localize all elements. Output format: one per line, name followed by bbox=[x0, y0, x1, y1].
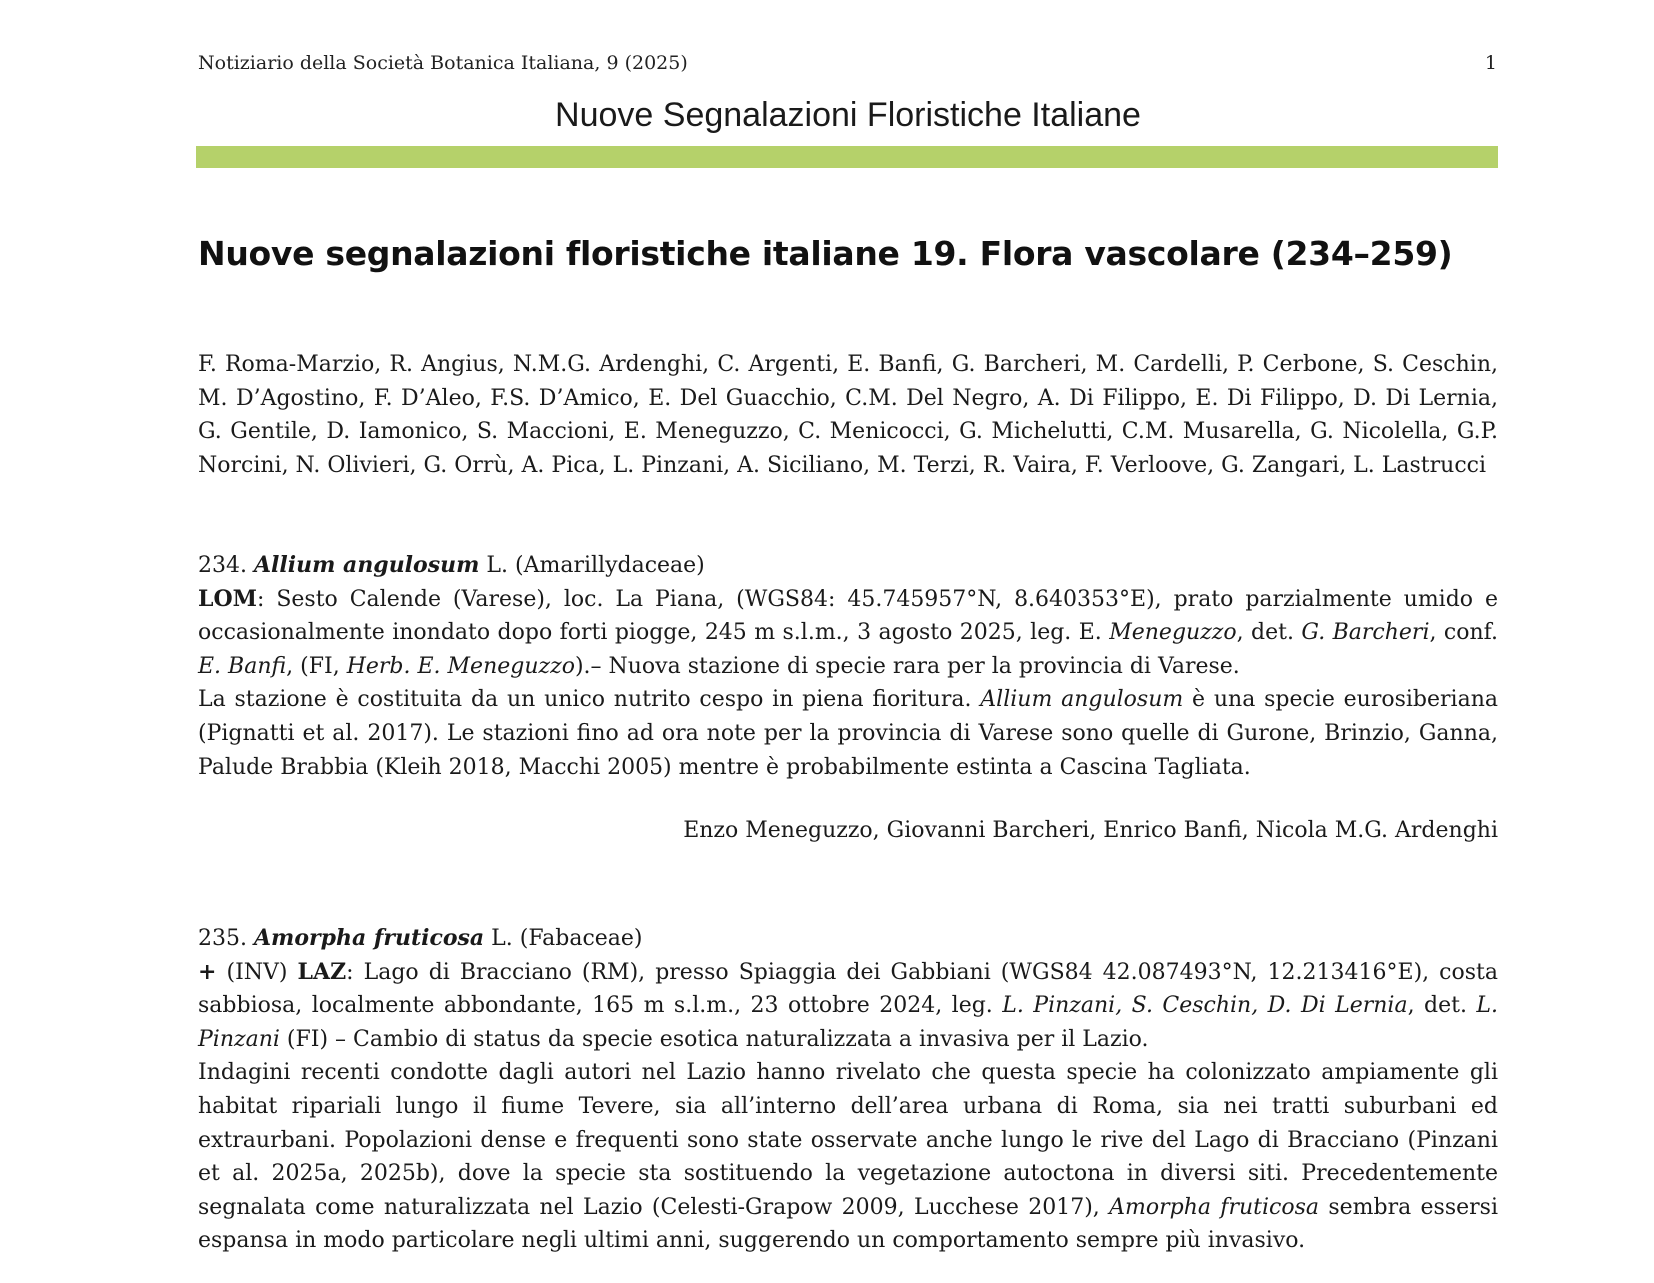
species-family: (Amarillydaceae) bbox=[515, 553, 705, 578]
species-authority: L. bbox=[486, 553, 508, 578]
entry-number: 234. bbox=[198, 553, 247, 578]
article-title: Nuove segnalazioni floristiche italiane 19. Flora vascolare (234–259) bbox=[198, 234, 1453, 273]
species-name: Amorpha fruticosa bbox=[253, 925, 485, 951]
species-authority: L. bbox=[491, 926, 513, 951]
species-family: (Fabaceae) bbox=[519, 926, 643, 951]
entry-235 bbox=[198, 922, 1498, 1258]
record-paragraph: + (INV) LAZ: Lago di Bracciano (RM), presso Spiaggia dei Gabbiani (WGS84 42.087493°N, 12.213416°E), costa sabbiosa, localmente abbondante, 165 m s.l.m., 23 ottobre 2024, leg. L. Pinzani, S. Ceschin, D. Di Lernia, det. L. Pinzani (FI) – Cambio di status da specie esotica naturalizzata a invasiva per il Lazio. bbox=[198, 958, 1498, 1052]
record-paragraph: LOM: Sesto Calende (Varese), loc. La Piana, (WGS84: 45.745957°N, 8.640353°E), prato parzialmente umido e occasionalmente inondato dopo forti piogge, 245 m s.l.m., 3 agosto 2025, leg. E. Meneguzzo, det. G. Barcheri, conf. E. Banfi, (FI, Herb. E. Meneguzzo).– Nuova stazione di specie rara per la provincia di Varese. bbox=[198, 585, 1498, 679]
header-divider-bar bbox=[196, 146, 1498, 168]
page-number: 1 bbox=[1484, 52, 1497, 74]
entry-signature: Enzo Meneguzzo, Giovanni Barcheri, Enrico Banfi, Nicola M.G. Ardenghi bbox=[683, 818, 1498, 844]
status-code: (INV) bbox=[216, 959, 298, 985]
note-paragraph: Indagini recenti condotte dagli autori nel Lazio hanno rivelato che questa specie ha colonizzato ampiamente gli habitat ripariali lungo il fiume Tevere, sia all’interno dell’area urbana di Roma, sia nei tratti suburbani ed extraurbani. Popolazioni dense e frequenti sono state osservate anche lungo le rive del Lago di Bracciano (Pinzani et al. 2025a, 2025b), dove la specie sta sostituendo la vegetazione autoctona in diversi siti. Precedentemente segnalata come naturalizzata nel Lazio (Celesti-Grapow 2009, Lucchese 2017), Amorpha fruticosa sembra essersi espansa in modo particolare negli ultimi anni, suggerendo un comportamento sempre più invasivo. bbox=[198, 1060, 1498, 1254]
journal-citation: Notiziario della Società Botanica Italiana, 9 (2025) bbox=[198, 52, 688, 74]
note-paragraph: La stazione è costituita da un unico nutrito cespo in piena fioritura. Allium angulosum è una specie eurosiberiana (Pignatti et al. 2017). Le stazioni fino ad ora note per la provincia di Varese sono quelle di Gurone, Brinzio, Ganna, Palude Brabbia (Kleih 2018, Macchi 2005) mentre è probabilmente estinta a Cascina Tagliata. bbox=[198, 687, 1498, 780]
entry-234 bbox=[198, 549, 1498, 848]
author-list: F. Roma-Marzio, R. Angius, N.M.G. Ardenghi, C. Argenti, E. Banfi, G. Barcheri, M. Cardelli, P. Cerbone, S. Ceschin, M. D’Agostino, F. D’Aleo, F.S. D’Amico, E. Del Guacchio, C.M. Del Negro, A. Di Filippo, E. Di Filippo, D. Di Lernia, G. Gentile, D. Iamonico, S. Maccioni, E. Meneguzzo, C. Menicocci, G. Michelutti, C.M. Musarella, G. Nicolella, G.P. Norcini, N. Olivieri, G. Orrù, A. Pica, L. Pinzani, A. Siciliano, M. Terzi, R. Vaira, F. Verloove, G. Zangari, L. Lastrucci bbox=[198, 352, 1498, 478]
entry-header bbox=[198, 549, 1498, 583]
series-title: Nuove Segnalazioni Floristiche Italiane bbox=[555, 96, 1141, 134]
region-code: LAZ bbox=[297, 958, 347, 985]
status-prefix: + bbox=[198, 958, 217, 985]
species-name: Allium angulosum bbox=[253, 552, 480, 578]
entry-number: 235. bbox=[198, 926, 247, 951]
entry-header bbox=[198, 922, 1498, 956]
region-code: LOM bbox=[198, 585, 257, 612]
